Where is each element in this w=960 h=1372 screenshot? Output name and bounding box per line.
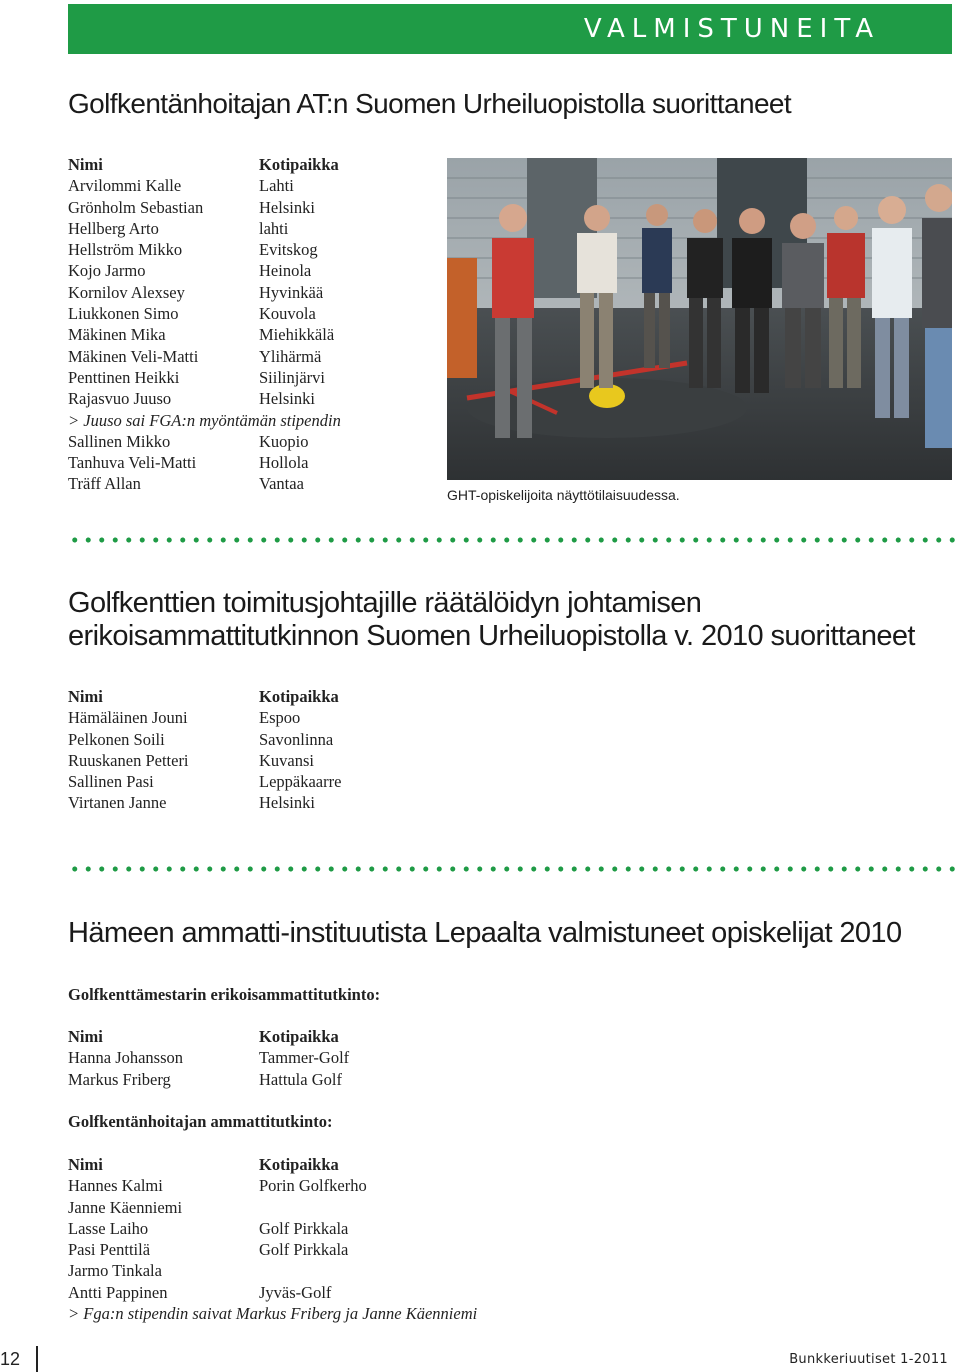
name-cell: Träff Allan xyxy=(68,474,141,494)
header-city: Kotipaikka xyxy=(259,155,339,174)
name-cell: Mäkinen Mika xyxy=(68,325,166,345)
section3-subheading-2: Golfkentänhoitajan ammattitutkinto: xyxy=(68,1112,333,1131)
name-cell: Hellström Mikko xyxy=(68,240,183,260)
name-cell: Sallinen Mikko xyxy=(68,431,171,451)
section3-table-2 xyxy=(68,1154,477,1324)
table-row xyxy=(68,1260,477,1281)
city-cell: lahti xyxy=(259,218,289,238)
city-cell: Hattula Golf xyxy=(259,1069,342,1089)
magazine-name: Bunkkeriuutiset 1-2011 xyxy=(789,1352,948,1367)
table-row xyxy=(68,473,341,494)
name-cell: Penttinen Heikki xyxy=(68,367,180,387)
header-name: Nimi xyxy=(68,155,103,174)
city-cell: Porin Golfkerho xyxy=(259,1176,367,1196)
city-cell: Vantaa xyxy=(259,474,304,494)
table-header xyxy=(68,154,341,175)
city-cell: Helsinki xyxy=(259,389,315,409)
table-row xyxy=(68,303,341,324)
section3-subheading-1: Golfkenttämestarin erikoisammattitutkinto: xyxy=(68,985,381,1004)
city-cell: Miehikkälä xyxy=(259,325,335,345)
section-banner xyxy=(68,4,952,54)
name-cell: Liukkonen Simo xyxy=(68,304,179,324)
name-cell: Hannes Kalmi xyxy=(68,1176,163,1196)
city-cell: Tammer-Golf xyxy=(259,1048,350,1068)
table-row xyxy=(68,324,341,345)
name-cell: Jarmo Tinkala xyxy=(68,1261,162,1281)
city-cell: Lahti xyxy=(259,176,294,196)
table-row xyxy=(68,239,341,260)
name-cell: Rajasvuo Juuso xyxy=(68,389,172,409)
name-cell: Markus Friberg xyxy=(68,1069,171,1089)
stipend-note: > Fga:n stipendin saivat Markus Friberg ja Janne Käenniemi xyxy=(68,1304,478,1324)
city-cell: Kuvansi xyxy=(259,750,314,770)
table-row xyxy=(68,367,341,388)
name-cell: Pelkonen Soili xyxy=(68,729,165,749)
city-cell: Leppäkaarre xyxy=(259,772,342,792)
city-cell: Helsinki xyxy=(259,793,315,813)
city-cell: Golf Pirkkala xyxy=(259,1240,349,1260)
name-cell: Virtanen Janne xyxy=(68,793,167,813)
city-cell: Siilinjärvi xyxy=(259,367,325,387)
name-cell: Sallinen Pasi xyxy=(68,772,154,792)
name-cell: Kornilov Alexsey xyxy=(68,282,185,302)
name-cell: Pasi Penttilä xyxy=(68,1240,151,1260)
page-number-divider xyxy=(36,1346,38,1372)
header-name: Nimi xyxy=(68,687,103,706)
table-row xyxy=(68,197,341,218)
city-cell: Ylihärmä xyxy=(259,346,322,366)
table-row xyxy=(68,1218,477,1239)
table-row xyxy=(68,1239,477,1260)
name-cell: Hanna Johansson xyxy=(68,1048,184,1068)
name-cell: Mäkinen Veli-Matti xyxy=(68,346,199,366)
section2-title-line2: erikoisammattitutkinnon Suomen Urheiluopistolla v. 2010 suorittaneet xyxy=(68,620,915,652)
name-cell: Arvilommi Kalle xyxy=(68,176,182,196)
header-city: Kotipaikka xyxy=(259,687,339,706)
table-row xyxy=(68,218,341,239)
city-cell: Jyväs-Golf xyxy=(259,1282,332,1302)
page-number: 12 xyxy=(0,1349,21,1369)
table-row xyxy=(68,452,341,473)
name-cell: Tanhuva Veli-Matti xyxy=(68,453,197,473)
city-cell: Kouvola xyxy=(259,304,316,324)
table-row xyxy=(68,260,341,281)
section2-title-line1: Golfkenttien toimitusjohtajille räätälöidyn johtamisen xyxy=(68,587,702,619)
table-row xyxy=(68,1197,477,1218)
city-cell: Hyvinkää xyxy=(259,282,324,302)
photo-caption: GHT-opiskelijoita näyttötilaisuudessa. xyxy=(447,487,680,503)
dotted-divider xyxy=(68,866,958,872)
table-row xyxy=(68,346,341,367)
city-cell: Kuopio xyxy=(259,431,309,451)
city-cell: Evitskog xyxy=(259,240,318,260)
stipend-note: > Juuso sai FGA:n myöntämän stipendin xyxy=(68,410,341,430)
table-row xyxy=(68,431,341,452)
name-cell: Lasse Laiho xyxy=(68,1218,149,1238)
section1-table xyxy=(68,154,341,495)
name-cell: Hämäläinen Jouni xyxy=(68,708,188,728)
city-cell: Savonlinna xyxy=(259,729,334,749)
table-row xyxy=(68,1282,477,1303)
table-row xyxy=(68,1175,477,1196)
name-cell: Ruuskanen Petteri xyxy=(68,750,189,770)
table-row xyxy=(68,282,341,303)
table-header xyxy=(68,1154,477,1175)
header-city: Kotipaikka xyxy=(259,1027,339,1046)
group-photo xyxy=(447,158,952,480)
city-cell: Heinola xyxy=(259,261,312,281)
photo-illustration xyxy=(447,158,952,480)
table-row xyxy=(68,175,341,196)
name-cell: Janne Käenniemi xyxy=(68,1197,183,1217)
banner-title: VALMISTUNEITA xyxy=(583,14,880,44)
city-cell: Hollola xyxy=(259,453,309,473)
name-cell: Hellberg Arto xyxy=(68,218,159,238)
city-cell: Espoo xyxy=(259,708,301,728)
header-city: Kotipaikka xyxy=(259,1155,339,1174)
dotted-divider xyxy=(68,537,958,543)
header-name: Nimi xyxy=(68,1027,103,1046)
name-cell: Grönholm Sebastian xyxy=(68,197,204,217)
section3-title: Hämeen ammatti-instituutista Lepaalta valmistuneet opiskelijat 2010 xyxy=(68,917,902,949)
city-cell: Helsinki xyxy=(259,197,315,217)
table-row xyxy=(68,388,341,409)
name-cell: Kojo Jarmo xyxy=(68,261,146,281)
header-name: Nimi xyxy=(68,1155,103,1174)
city-cell: Golf Pirkkala xyxy=(259,1218,349,1238)
section1-title: Golfkentänhoitajan AT:n Suomen Urheiluopistolla suorittaneet xyxy=(68,88,792,119)
name-cell: Antti Pappinen xyxy=(68,1282,168,1302)
